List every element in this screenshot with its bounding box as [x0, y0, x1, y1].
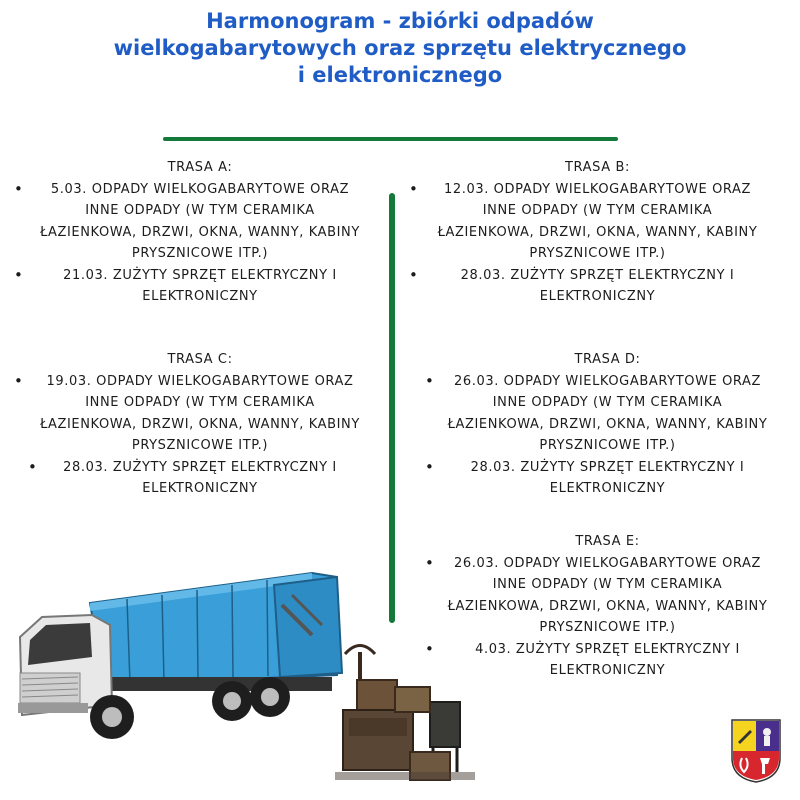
route-d: [415, 349, 800, 500]
route-b-title: TRASA B:: [565, 160, 630, 175]
route-c-item-1: • 19.03. ODPADY WIELKOGABARYTOWE ORAZ INNE ODPADY (W TYM CERAMIKA ŁAZIENKOWA, DRZWI, OKNA, WANNY, KABINY PRYSZNICOWE ITP.): [20, 371, 380, 457]
route-d-item-2-line: 28.03. ZUŻYTY SPRZĘT ELEKTRYCZNY I: [470, 459, 745, 475]
route-b-item-1-line: INNE ODPADY (W TYM CERAMIKA: [482, 203, 713, 218]
route-a-item-1-line: 5.03. ODPADY WIELKOGABARYTOWE ORAZ: [50, 181, 350, 197]
route-c-item-1-line: 19.03. ODPADY WIELKOGABARYTOWE ORAZ: [46, 373, 354, 389]
route-c: [14, 349, 380, 500]
horizontal-divider: [163, 137, 618, 141]
route-e-item-1-line: ŁAZIENKOWA, DRZWI, OKNA, WANNY, KABINY: [447, 598, 768, 614]
vertical-divider: [389, 193, 395, 623]
route-a-item-2-line: 21.03. ZUŻYTY SPRZĘT ELEKTRYCZNY I: [63, 267, 337, 283]
route-d-item-1-line: ŁAZIENKOWA, DRZWI, OKNA, WANNY, KABINY: [447, 416, 768, 432]
route-a-item-1-line: INNE ODPADY (W TYM CERAMIKA: [85, 203, 315, 218]
page-title: [0, 8, 800, 89]
route-d-item-1-line: 26.03. ODPADY WIELKOGABARYTOWE ORAZ: [453, 373, 762, 389]
route-e-title: TRASA E:: [575, 534, 640, 549]
route-c-item-2-line: ELEKTRONICZNY: [142, 481, 258, 496]
bulky-waste-image: [335, 632, 475, 792]
route-d-item-1-line: INNE ODPADY (W TYM CERAMIKA: [492, 395, 723, 410]
route-c-item-2-line: 28.03. ZUŻYTY SPRZĘT ELEKTRYCZNY I: [63, 459, 337, 475]
route-b-item-1: • 12.03. ODPADY WIELKOGABARYTOWE ORAZ INNE ODPADY (W TYM CERAMIKA ŁAZIENKOWA, DRZWI, OKNA, WANNY, KABINY PRYSZNICOWE ITP.): [405, 179, 790, 265]
route-b-item-1-line: 12.03. ODPADY WIELKOGABARYTOWE ORAZ: [443, 181, 752, 197]
garbage-truck-image: [12, 565, 352, 755]
coat-of-arms-image: [730, 718, 782, 784]
route-e-item-1-line: 26.03. ODPADY WIELKOGABARYTOWE ORAZ: [453, 555, 762, 571]
route-a-item-1-line: ŁAZIENKOWA, DRZWI, OKNA, WANNY, KABINY: [40, 224, 360, 240]
route-d-item-1: • 26.03. ODPADY WIELKOGABARYTOWE ORAZ INNE ODPADY (W TYM CERAMIKA ŁAZIENKOWA, DRZWI, OKNA, WANNY, KABINY PRYSZNICOWE ITP.): [415, 371, 800, 457]
route-a-item-2: • 21.03. ZUŻYTY SPRZĘT ELEKTRYCZNY I ELEKTRONICZNY: [20, 265, 380, 308]
route-d-item-2: • 28.03. ZUŻYTY SPRZĘT ELEKTRYCZNY I ELEKTRONICZNY: [415, 457, 800, 500]
route-b: [405, 157, 790, 308]
route-a-item-1-line: PRYSZNICOWE ITP.): [131, 246, 269, 261]
route-d-item-1-line: PRYSZNICOWE ITP.): [539, 438, 676, 453]
route-c-item-1-line: INNE ODPADY (W TYM CERAMIKA: [85, 395, 315, 410]
route-c-item-2: • 28.03. ZUŻYTY SPRZĘT ELEKTRYCZNY I ELEKTRONICZNY: [20, 457, 380, 500]
route-a-title: TRASA A:: [167, 160, 233, 175]
route-b-item-2-line: 28.03. ZUŻYTY SPRZĘT ELEKTRYCZNY I: [460, 267, 735, 283]
route-b-item-2-line: ELEKTRONICZNY: [539, 289, 656, 304]
route-b-item-1-line: PRYSZNICOWE ITP.): [529, 246, 666, 261]
route-a-item-2-line: ELEKTRONICZNY: [142, 289, 258, 304]
title-line-1: Harmonogram - zbiórki odpadów: [206, 9, 594, 33]
route-b-item-2: • 28.03. ZUŻYTY SPRZĘT ELEKTRYCZNY I ELEKTRONICZNY: [405, 265, 790, 308]
title-line-3: i elektronicznego: [297, 63, 503, 87]
route-a-item-1: • 5.03. ODPADY WIELKOGABARYTOWE ORAZ INNE ODPADY (W TYM CERAMIKA ŁAZIENKOWA, DRZWI, OKNA, WANNY, KABINY PRYSZNICOWE ITP.): [20, 179, 380, 265]
route-d-item-2-line: ELEKTRONICZNY: [549, 481, 666, 496]
route-a: [14, 157, 380, 308]
route-c-item-1-line: ŁAZIENKOWA, DRZWI, OKNA, WANNY, KABINY: [40, 416, 360, 432]
route-e-item-2-line: 4.03. ZUŻYTY SPRZĘT ELEKTRYCZNY I: [475, 641, 740, 657]
route-c-title: TRASA C:: [167, 352, 233, 367]
route-d-title: TRASA D:: [574, 352, 641, 367]
route-e-item-2: • 4.03. ZUŻYTY SPRZĘT ELEKTRYCZNY I ELEKTRONICZNY: [415, 639, 800, 682]
title-line-2: wielkogabarytowych oraz sprzętu elektrycznego: [113, 36, 687, 60]
route-e-item-1: • 26.03. ODPADY WIELKOGABARYTOWE ORAZ INNE ODPADY (W TYM CERAMIKA ŁAZIENKOWA, DRZWI, OKNA, WANNY, KABINY PRYSZNICOWE ITP.): [415, 553, 800, 639]
route-e-item-2-line: ELEKTRONICZNY: [549, 663, 666, 678]
route-b-item-1-line: ŁAZIENKOWA, DRZWI, OKNA, WANNY, KABINY: [437, 224, 758, 240]
route-e-item-1-line: PRYSZNICOWE ITP.): [539, 620, 676, 635]
route-e-item-1-line: INNE ODPADY (W TYM CERAMIKA: [492, 577, 723, 592]
route-c-item-1-line: PRYSZNICOWE ITP.): [131, 438, 269, 453]
